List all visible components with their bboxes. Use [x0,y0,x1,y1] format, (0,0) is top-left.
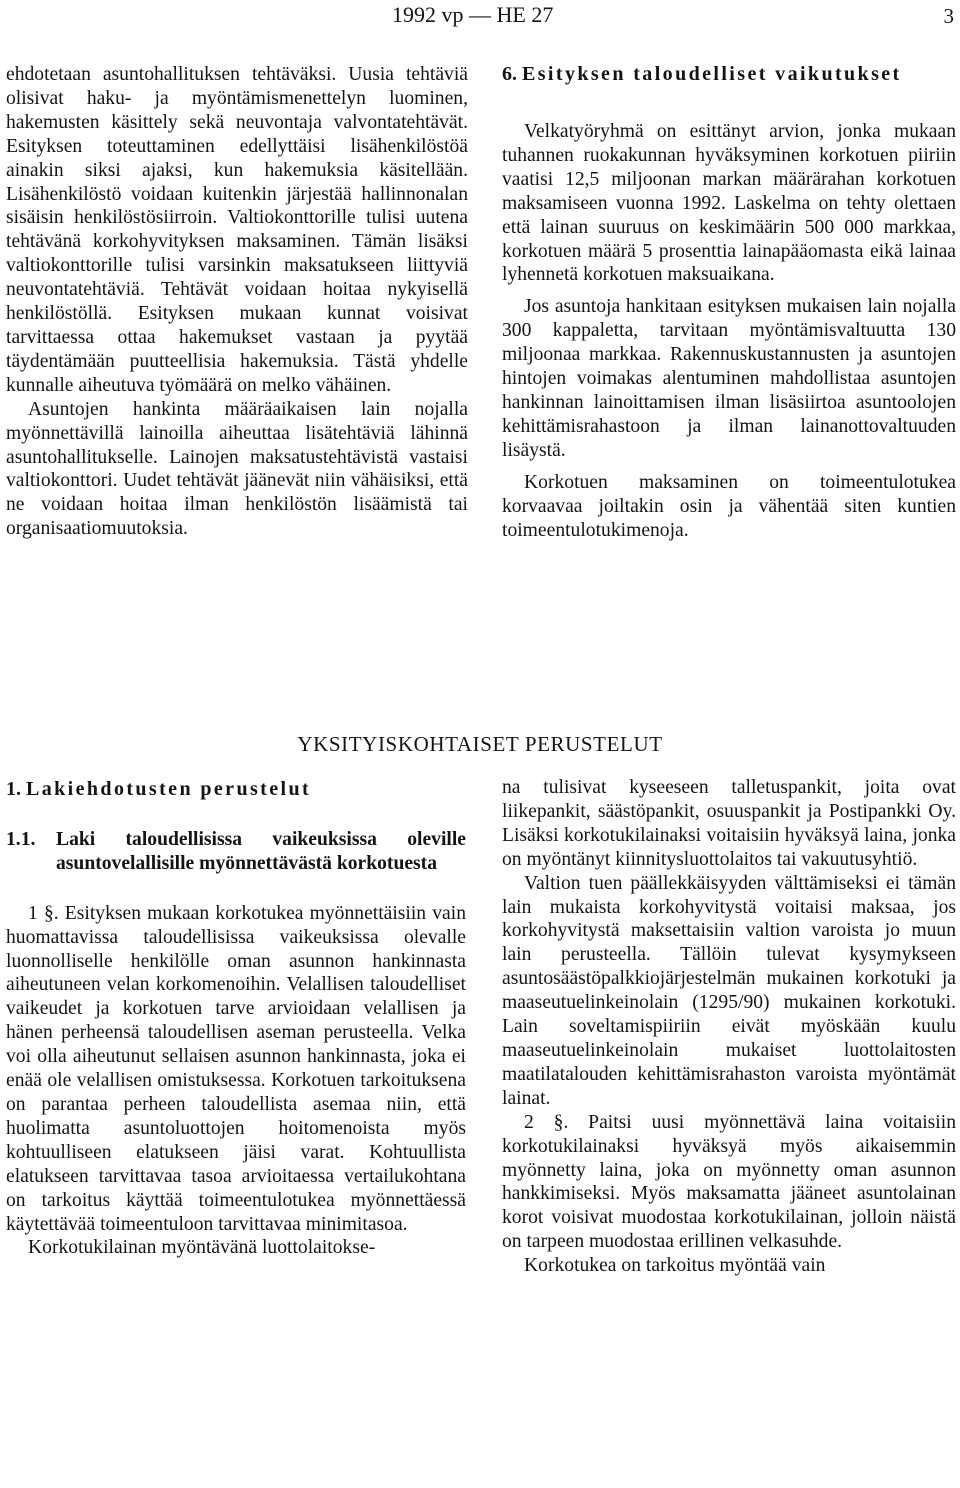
paragraph: Valtion tuen päällekkäisyyden välttämiseksi ei tämän lain mukaista korkohyvitystä voitaisi maksaa, jos korkohyvitystä maksettaisiin valtion varoista jo muun lain perusteella. Tällöin tulevat kysymykseen asuntosäästöpalkkiojärjestelmän mukainen korkotuki ja maaseutuelinkeinolain (1295/90) mukainen korkotuki. Lain soveltamispiiriin eivät myöskään kuulu maaseutuelinkeinolain mukaiset luottolaitosten maatilatalouden kehittämisrahaston varoista myöntämät lainat. [502,872,956,1109]
paragraph: Korkotuen maksaminen on toimeentulotukea korvaavaa joiltakin osin ja vähentää siten kuntien toimeentulotukimenoja. [502,471,956,541]
section-title: Lakiehdotusten perustelut [26,778,312,800]
paragraph: Asuntojen hankinta määräaikaisen lain nojalla myönnettävillä lainoilla aiheuttaa lisätehtäviä lähinnä asuntohallitukselle. Lainojen maksatustehtävistä vastaisi valtiokonttori. Uudet tehtävät jäänevät niin vähäisiksi, että ne voidaan hoitaa ilman henkilöstön lisäämistä tai organisaatiomuutoksia. [6,398,468,540]
page-header [0,2,960,32]
subsection-number: 1.1. [6,828,36,850]
section-number: 6. [502,63,517,85]
main-heading: YKSITYISKOHTAISET PERUSTELUT [297,732,663,756]
paragraph: 2 §. Paitsi uusi myönnettävä laina voitaisiin korkotukilainaksi hyväksyä myös aikaisemmin myönnetty laina, joka on myönnetty oman asunnon hankkimiseksi. Myös maksamatta jääneet asuntolainan korot voisivat muodostaa korkotukilainan, jolloin näistä on tarpeen muodostaa erillinen velkasuhde. [502,1111,956,1253]
section-heading [6,778,466,802]
right-top-column [502,62,956,542]
page-number: 3 [943,4,954,28]
paragraph: Korkotukilainan myöntävänä luottolaitokse- [28,1237,376,1259]
paragraph: 1 §. Esityksen mukaan korkotukea myönnettäisiin vain huomattavissa taloudellisissa vaikeuksissa olevalle luonnolliselle henkilölle oman asunnon hankinnasta aiheutuneen velan korkomenoihin. Velallisen taloudelliset vaikeudet ja korkotuen tarve arvioidaan velallisen ja hänen perheensä taloudellisen aseman perusteella. Velka voi olla aiheutunut sellaisen asunnon hankinnasta, joka ei enää ole velallisen omistuksessa. Korkotuen tarkoituksena on parantaa perheen taloudellista asemaa niin, että huolimatta asuntoluottojen hoitomenoista myös kohtuulliseen elatukseen jäisi varat. Kohtuullista elatukseen tarvittavaa tasoa arvioitaessa vertailukohtana on tarkoitus käyttää toimeentulotukea myönnettäessä käytettävää toimeentuloon tarvittavaa minimitasoa. [6,902,466,1235]
left-top-column [6,63,468,541]
left-bottom-column [6,778,466,1260]
paragraph: Jos asuntoja hankitaan esityksen mukaisen lain nojalla 300 kappaletta, tarvitaan myöntämisvaltuutta 130 miljoonaa markkaa. Rakennuskustannusten ja asuntojen hintojen voimakas alentuminen mahdollistaa asuntojen hankinnan lainoittamisen ilman lisäsiirtoa asuntoolojen kehittämisrahastoon ja ilman lainanottovaltuuden lisäystä. [502,296,956,461]
subsection-title: Laki taloudellisissa vaikeuksissa oleville asuntovelallisille myönnettävästä korkotuesta [56,828,466,874]
section-heading [502,62,956,86]
paragraph: Korkotukea on tarkoitus myöntää vain [524,1255,826,1277]
paragraph: na tulisivat kyseeseen talletuspankit, joita ovat liikepankit, säästöpankit, osuuspankit ja Postipankki Oy. Lisäksi korkotukilainaksi voitaisiin hyväksyä laina, jonka on myöntänyt kiinnitysluottolaitos tai vakuutusyhtiö. [502,777,956,870]
section-title: Esityksen taloudelliset vaikutukset [522,63,902,85]
section-number: 1. [6,778,21,800]
paragraph: Velkatyöryhmä on esittänyt arvion, jonka mukaan tuhannen ruokakunnan hyväksyminen korkotuen piiriin vaatisi 12,5 miljoonan markan määrärahan korkotuen maksamiseen vuonna 1992. Laskelma on tehty olettaen että lainan suuruus on keskimäärin 500 000 markkaa, korkotuen määrä 5 prosenttia lainapääomasta eikä lainaa lyhennetä korkotuen maksuaikana. [502,121,956,286]
subsection-heading [6,828,466,876]
paragraph: ehdotetaan asuntohallituksen tehtäväksi. Uusia tehtäviä olisivat haku- ja myöntämismenettelyn luominen, hakemusten käsittely sekä neuvontaja valvontatehtävät. Esityksen toteuttaminen edellyttäisi lisähenkilöstöä ainakin siksi ajaksi, kun hakemuksia käsitellään. Lisähenkilöstö voidaan kuitenkin järjestää hallinnonalan sisäisin henkilöstösiirroin. Valtiokonttorille tulisi uutena tehtävänä korkohyvityksen maksaminen. Tämän lisäksi valtiokonttorille tulisi varsinkin maksatukseen liittyviä neuvontatehtäviä. Tehtävät voidaan hoitaa nykyisellä henkilöstöllä. Esityksen mukaan kunnat voisivat tarvittaessa ottaa hakemukset vastaan ja pyytää täydentämään puutteellisia hakemuksia. Tästä yhdelle kunnalle aiheutuva työmäärä on melko vähäinen. [6,64,468,396]
document-title: 1992 vp — HE 27 [392,2,554,27]
right-bottom-column [502,776,956,1278]
